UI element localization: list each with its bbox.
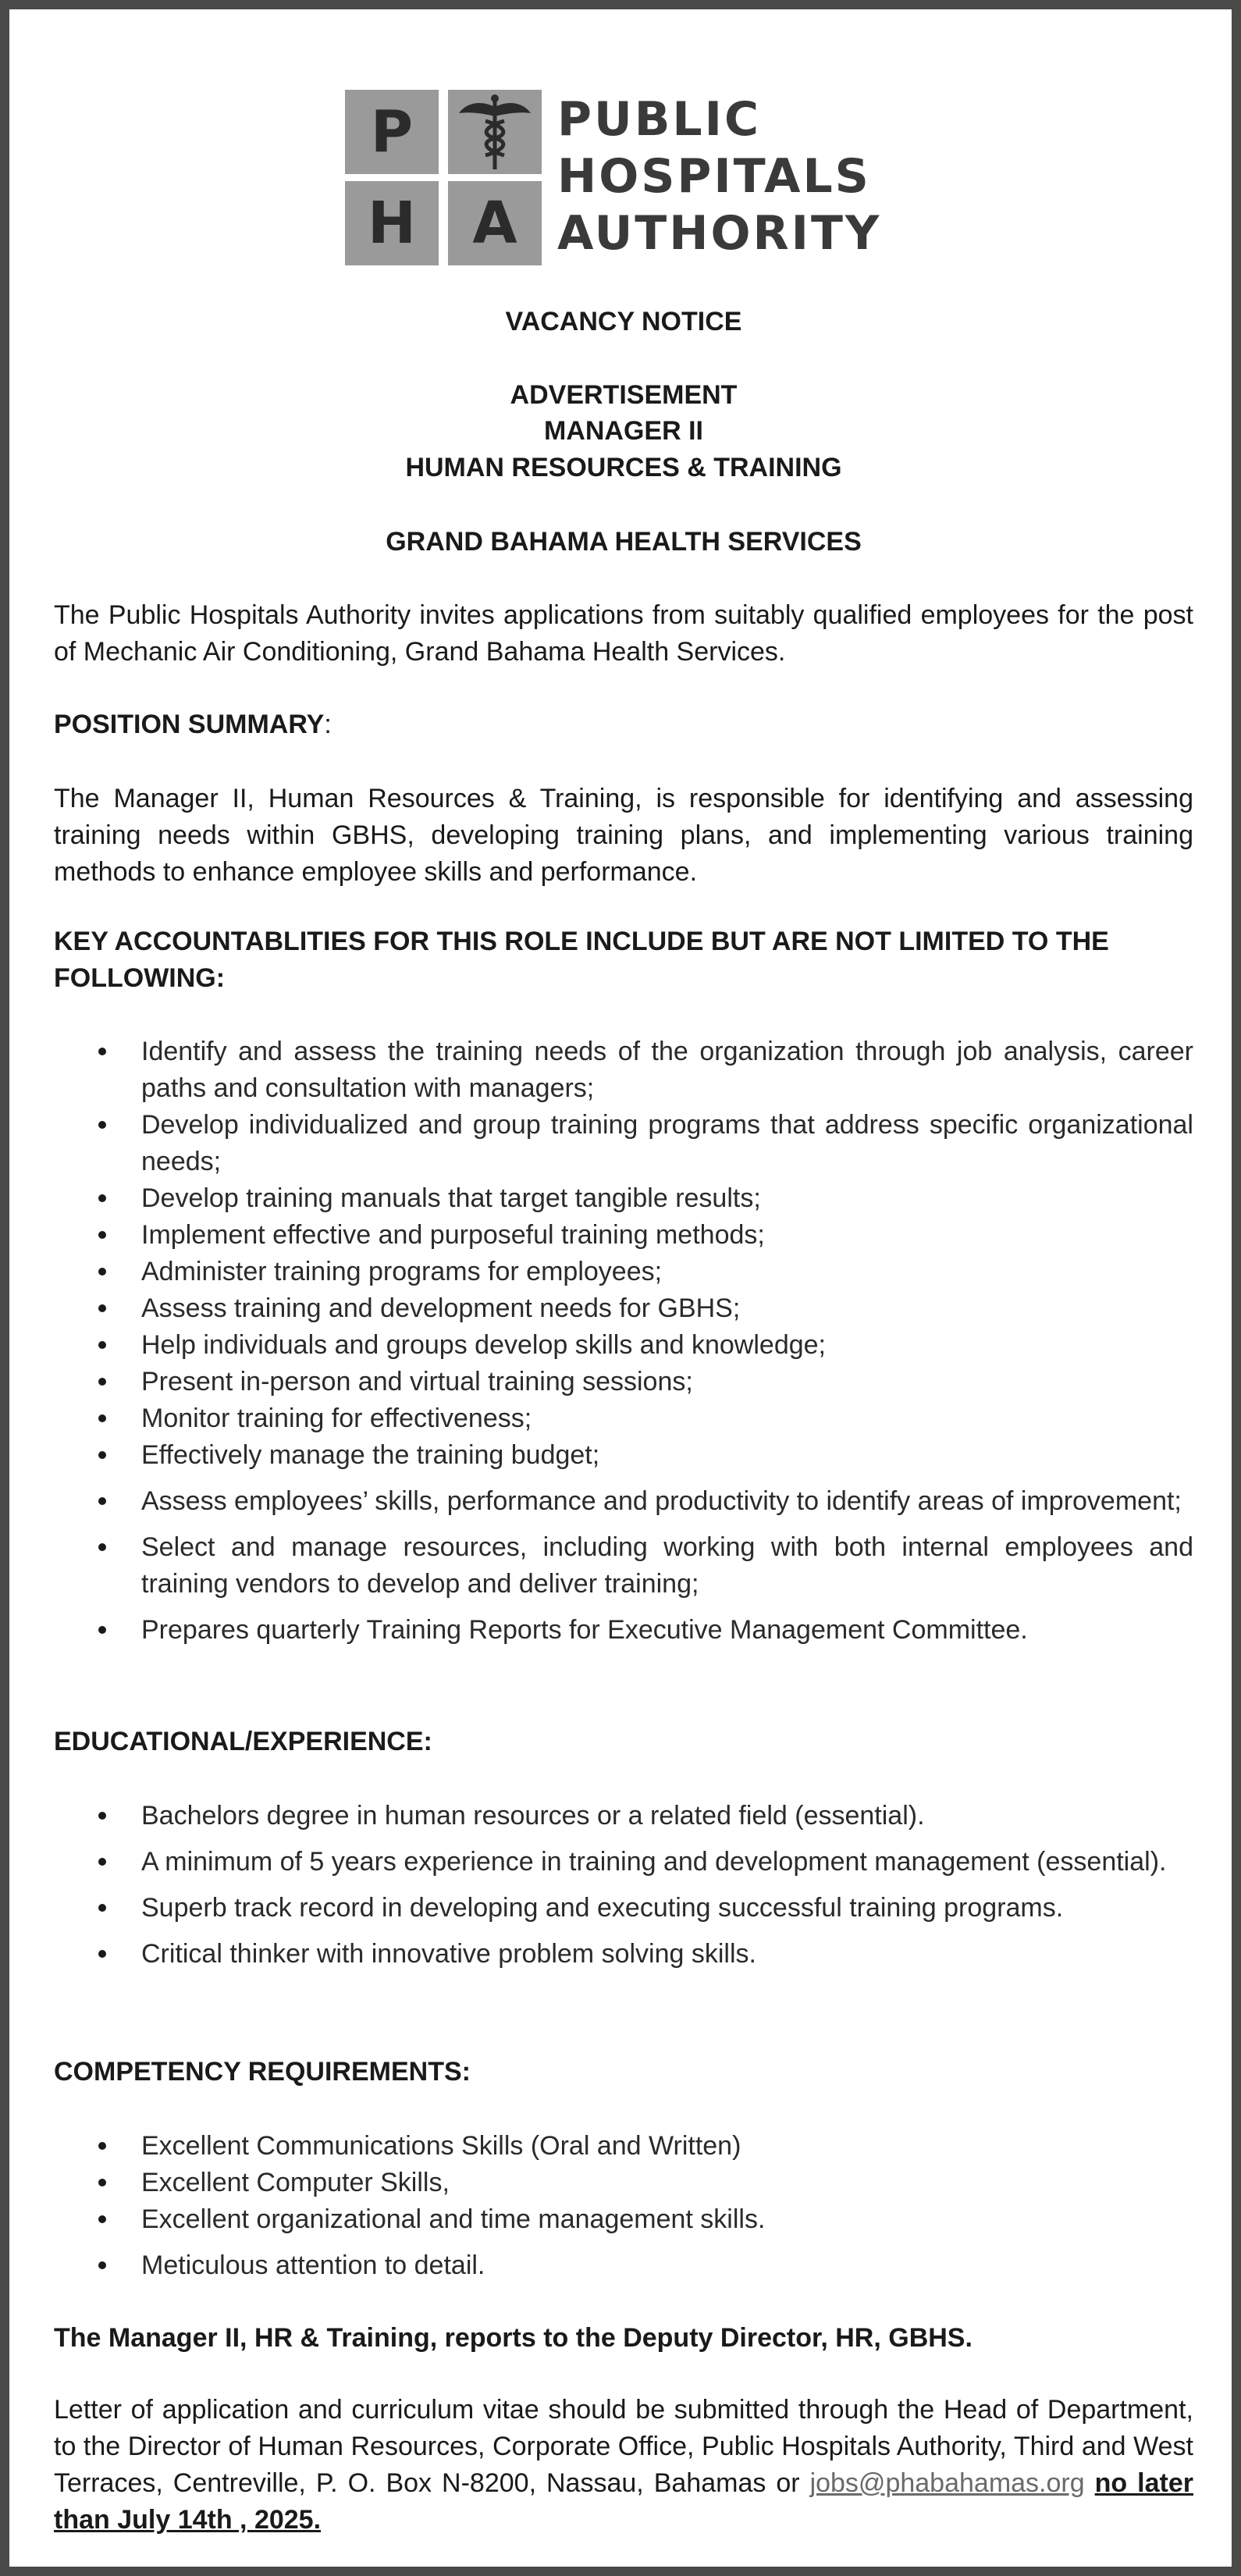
list-item-text: Identify and assess the training needs of the organization through job analysis, career paths and consultation with managers; [141, 1037, 1193, 1103]
intro-paragraph: The Public Hospitals Authority invites applications from suitably qualified employees for the post of Mechanic Air Conditioning, Grand Bahama Health Services. [54, 600, 1193, 667]
list-item [54, 1844, 1193, 1880]
list-item [54, 1327, 1193, 1364]
vacancy-notice-title: VACANCY NOTICE [505, 307, 742, 336]
bullet-dot [98, 1858, 106, 1866]
caduceus-icon [448, 90, 542, 174]
list-item [54, 1483, 1193, 1520]
bullet-dot [98, 1950, 106, 1958]
competency-heading: COMPETENCY REQUIREMENTS: [54, 2057, 471, 2087]
accountabilities-list [54, 1034, 1193, 1649]
list-item-text: Excellent Computer Skills, [141, 2168, 450, 2197]
bullet-dot [98, 1268, 106, 1276]
list-item [54, 2201, 1193, 2238]
application-instructions [54, 2392, 1193, 2539]
bullet-dot [98, 1497, 106, 1505]
bullet-dot [98, 1048, 106, 1055]
bullet-dot [98, 2179, 106, 2186]
email-link[interactable]: jobs@phabahamas.org [809, 2468, 1085, 2498]
list-item-text: Implement effective and purposeful training methods; [141, 1220, 765, 1250]
position-summary-text: The Manager II, Human Resources & Training, is responsible for identifying and assessing training needs within GBHS, developing training plans, and implementing various training methods to enhance employee skills and performance. [54, 784, 1193, 887]
bullet-dot [98, 2261, 106, 2269]
list-item-text: Bachelors degree in human resources or a related field (essential). [141, 1801, 925, 1831]
position-summary-label: POSITION SUMMARY [54, 710, 325, 739]
department-title: HUMAN RESOURCES & TRAINING [405, 453, 842, 482]
bullet-dot [98, 1194, 106, 1202]
list-item [54, 1529, 1193, 1603]
list-item-text: Excellent organizational and time management skills. [141, 2204, 766, 2234]
advertisement-title: ADVERTISEMENT [510, 380, 738, 410]
bullet-dot [98, 2215, 106, 2223]
position-title: MANAGER II [544, 416, 703, 446]
accountabilities-heading: KEY ACCOUNTABLITIES FOR THIS ROLE INCLUDE BUT ARE NOT LIMITED TO THE FOLLOWING: [54, 927, 1109, 993]
logo-letter-h: H [345, 181, 439, 265]
list-item [54, 2128, 1193, 2165]
education-list [54, 1798, 1193, 1973]
list-item-text: Superb track record in developing and executing successful training programs. [141, 1893, 1064, 1923]
bullet-dot [98, 1378, 106, 1386]
list-item-text: Assess training and development needs for GBHS; [141, 1293, 741, 1323]
education-heading: EDUCATIONAL/EXPERIENCE: [54, 1727, 432, 1756]
list-item-text: A minimum of 5 years experience in training and development management (essential). [141, 1847, 1167, 1877]
position-summary-colon: : [324, 710, 332, 739]
logo-tiles [345, 90, 544, 265]
list-item-text: Select and manage resources, including working with both internal employees and training vendors to develop and deliver training; [141, 1532, 1193, 1599]
list-item [54, 1612, 1193, 1649]
logo-wordmark [557, 91, 948, 262]
list-item-text: Assess employees’ skills, performance and productivity to identify areas of improvement; [141, 1486, 1182, 1516]
bullet-dot [98, 1304, 106, 1312]
list-item-text: Present in-person and virtual training sessions; [141, 1367, 693, 1397]
list-item [54, 1254, 1193, 1290]
bullet-dot [98, 1341, 106, 1349]
logo-letter-p: P [345, 90, 439, 174]
list-item [54, 1290, 1193, 1327]
list-item-text: Meticulous attention to detail. [141, 2250, 485, 2280]
list-item-text: Prepares quarterly Training Reports for Executive Management Committee. [141, 1615, 1028, 1645]
logo-word-authority: AUTHORITY [557, 206, 882, 261]
location-title: GRAND BAHAMA HEALTH SERVICES [386, 527, 862, 557]
bullet-dot [98, 1231, 106, 1239]
list-item-text: Effectively manage the training budget; [141, 1440, 600, 1470]
list-item-text: Develop training manuals that target tangible results; [141, 1183, 761, 1213]
list-item [54, 1034, 1193, 1107]
list-item [54, 1890, 1193, 1927]
list-item [54, 1936, 1193, 1973]
logo-letter-a: A [448, 181, 542, 265]
logo-word-hospitals: HOSPITALS [557, 149, 871, 204]
application-text: Letter of application and curriculum vitae should be submitted through the Head of Department, to the Director of Human Resources, Corporate Office, Public Hospitals Authority, Third and West Terraces, Centreville, P. O. Box N-8200, Nassau, Bahamas or [54, 2395, 1193, 2498]
pha-logo [345, 90, 938, 265]
list-item-text: Administer training programs for employees; [141, 1257, 663, 1286]
list-item [54, 1798, 1193, 1834]
list-item [54, 2247, 1193, 2284]
reports-to-statement: The Manager II, HR & Training, reports to the Deputy Director, HR, GBHS. [54, 2323, 973, 2353]
list-item-text: Excellent Communications Skills (Oral and Written) [141, 2131, 741, 2161]
list-item [54, 2165, 1193, 2201]
bullet-dot [98, 2142, 106, 2150]
bullet-dot [98, 1543, 106, 1551]
list-item-text: Critical thinker with innovative problem solving skills. [141, 1939, 756, 1969]
deadline-text: no later than July 14th , 2025. [54, 2468, 1193, 2535]
list-item-text: Monitor training for effectiveness; [141, 1404, 532, 1433]
list-item [54, 1437, 1193, 1474]
bullet-dot [98, 1414, 106, 1422]
list-item [54, 1217, 1193, 1254]
list-item [54, 1400, 1193, 1437]
bullet-dot [98, 1451, 106, 1459]
bullet-dot [98, 1626, 106, 1634]
competency-list [54, 2128, 1193, 2284]
list-item-text: Develop individualized and group training programs that address specific organizational needs; [141, 1110, 1193, 1176]
bullet-dot [98, 1121, 106, 1129]
list-item-text: Help individuals and groups develop skills and knowledge; [141, 1330, 826, 1360]
list-item [54, 1180, 1193, 1217]
list-item [54, 1364, 1193, 1400]
bullet-dot [98, 1812, 106, 1820]
list-item [54, 1107, 1193, 1180]
bullet-dot [98, 1904, 106, 1912]
logo-word-public: PUBLIC [557, 92, 762, 147]
position-summary-heading [54, 706, 1193, 743]
